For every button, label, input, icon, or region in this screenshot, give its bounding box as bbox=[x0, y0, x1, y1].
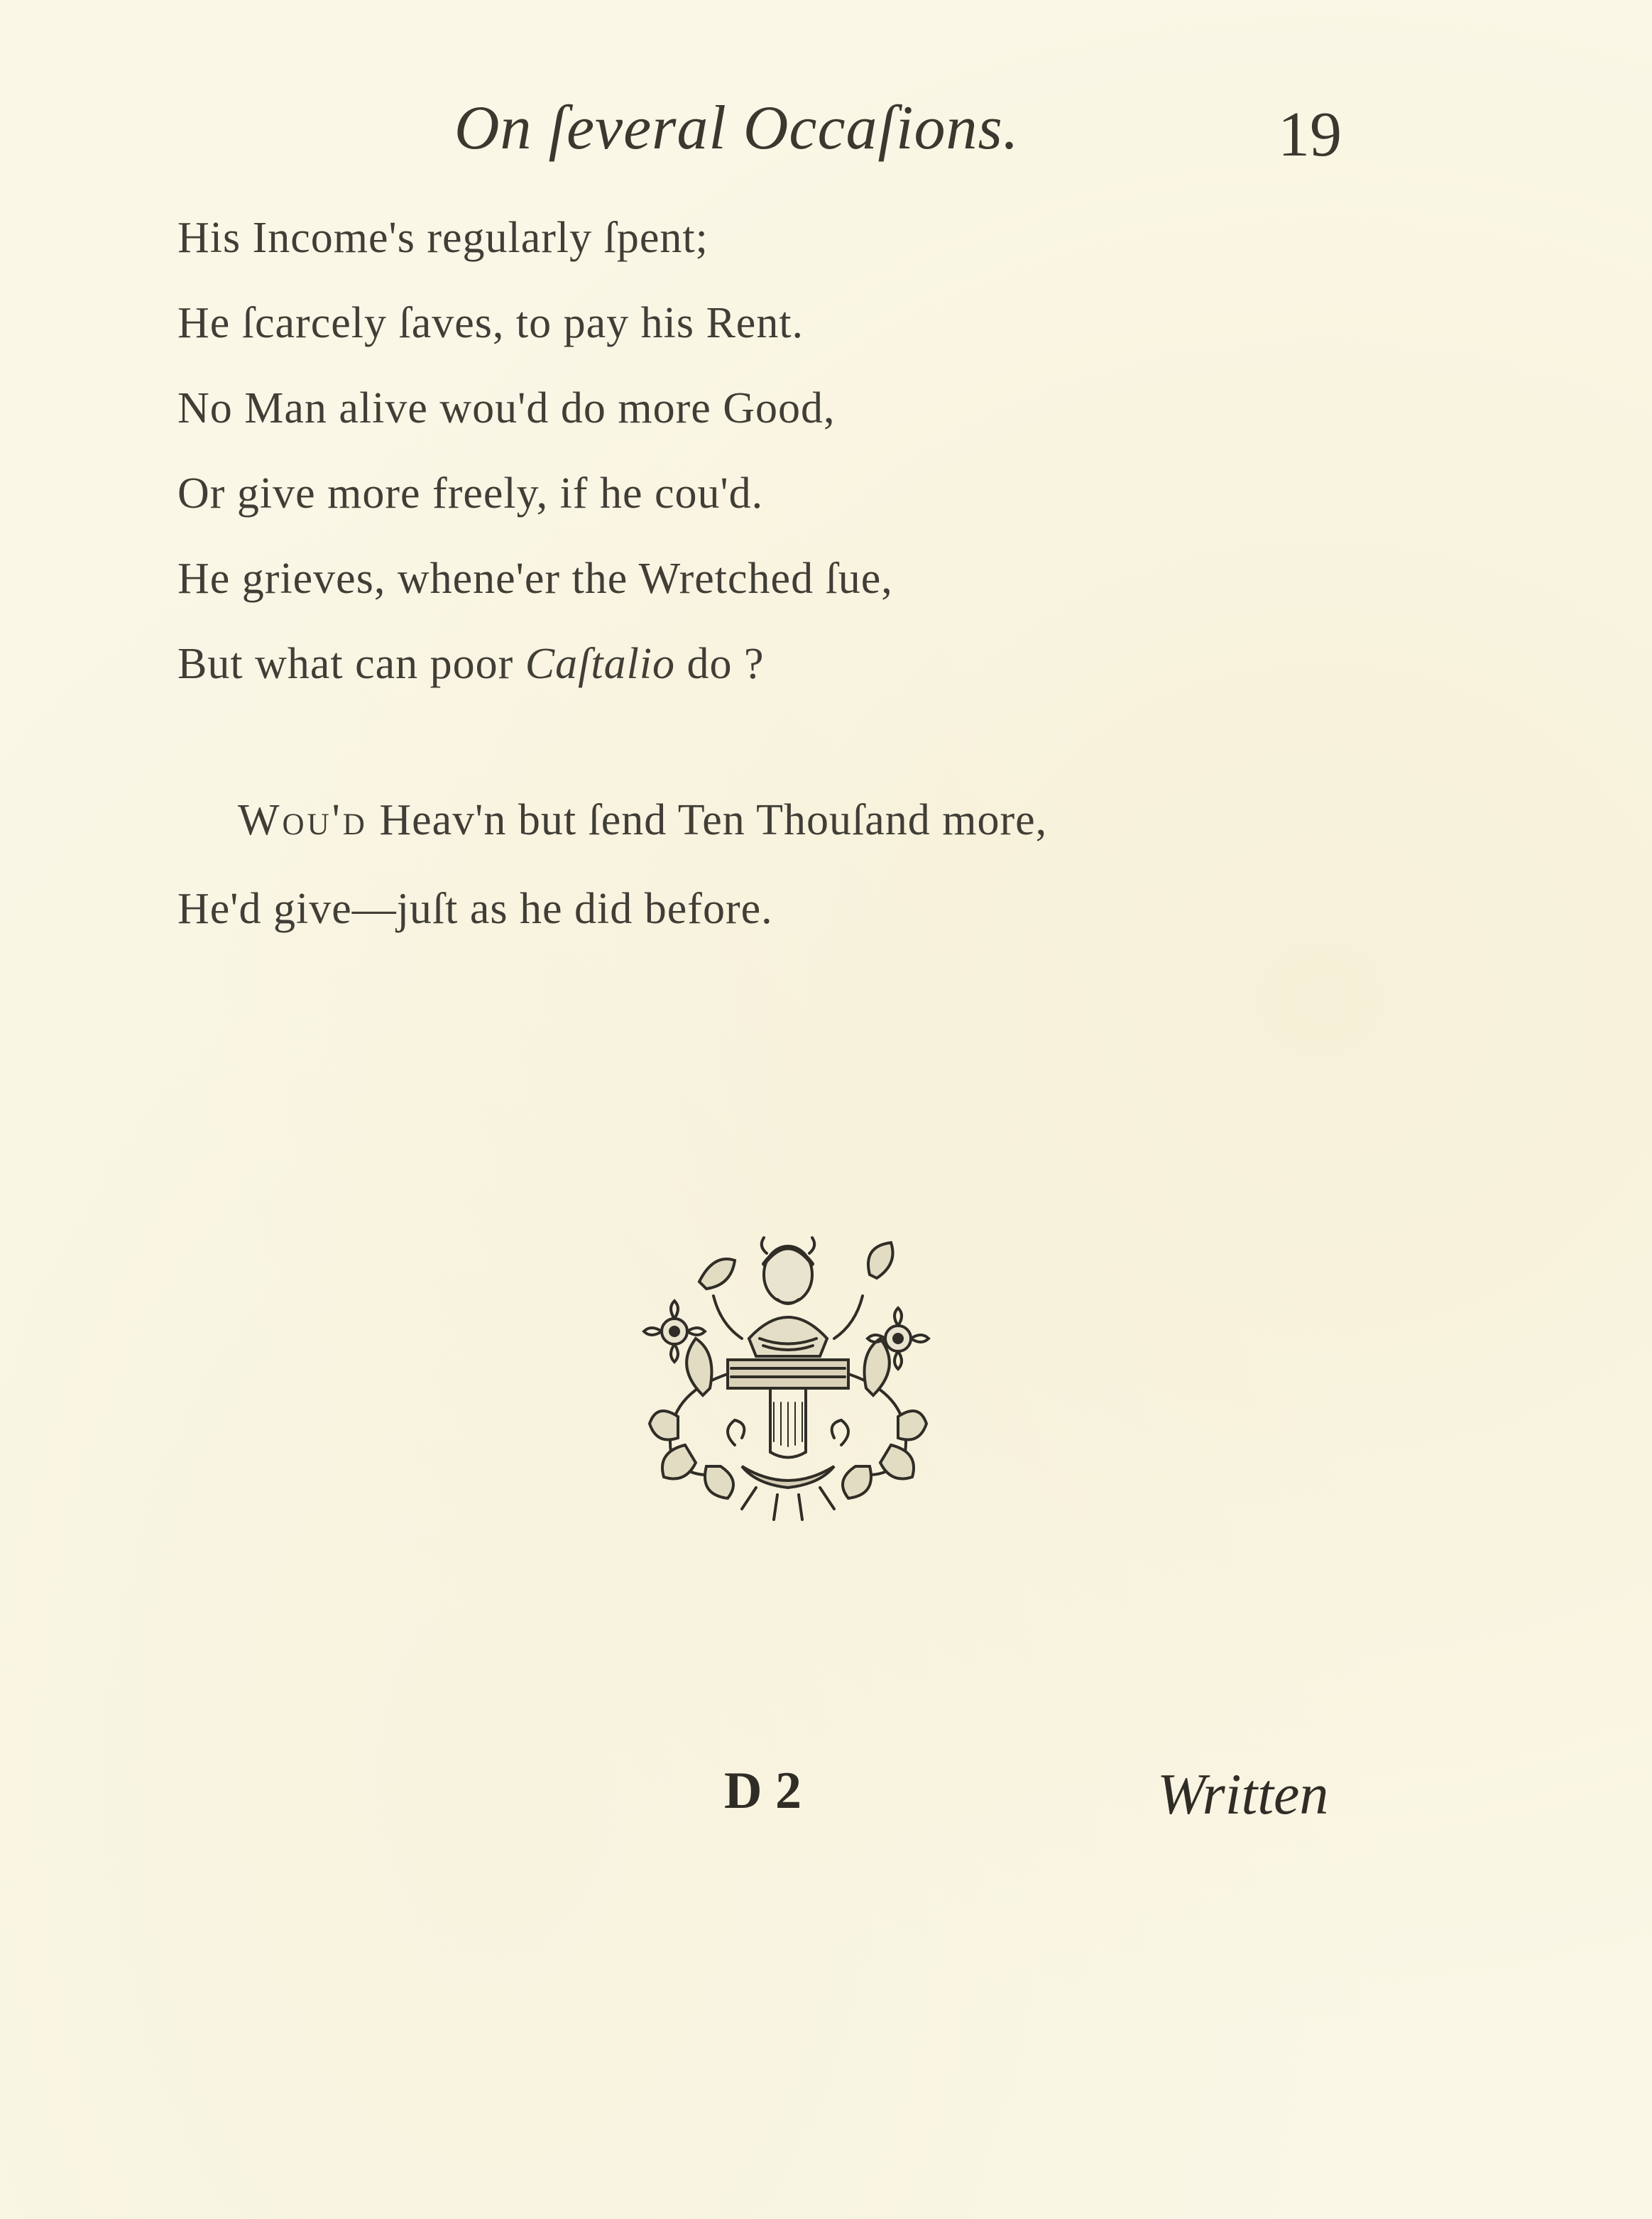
signature-mark: D 2 bbox=[724, 1762, 802, 1820]
name-castalio: Caſtalio bbox=[525, 640, 676, 688]
poem-line-8: He'd give—juſt as he did before. bbox=[177, 885, 773, 933]
poem-line-4: Or give more freely, if he cou'd. bbox=[177, 469, 764, 518]
page-number: 19 bbox=[1278, 99, 1342, 170]
poem-line-1: His Income's regularly ſpent; bbox=[177, 214, 709, 262]
poem-line-7-start: Wou'd bbox=[238, 796, 368, 844]
poem-line-6-end: do ? bbox=[675, 640, 765, 688]
poem-line-7 bbox=[238, 795, 1047, 846]
poem-line-6-start: But what can poor bbox=[177, 640, 525, 688]
poem-line-3: No Man alive wou'd do more Good, bbox=[177, 384, 836, 432]
floral-bust-vignette-icon bbox=[635, 1232, 941, 1530]
catchword: Written bbox=[1157, 1762, 1329, 1826]
poem-line-7-rest: Heav'n but ſend Ten Thouſand more, bbox=[367, 796, 1048, 844]
poem-line-5: He grieves, whene'er the Wretched ſue, bbox=[177, 555, 893, 603]
poem-line-6 bbox=[177, 639, 765, 689]
poem-line-2: He ſcarcely ſaves, to pay his Rent. bbox=[177, 299, 804, 347]
running-title: On ſeveral Occaſions. bbox=[454, 94, 1019, 163]
